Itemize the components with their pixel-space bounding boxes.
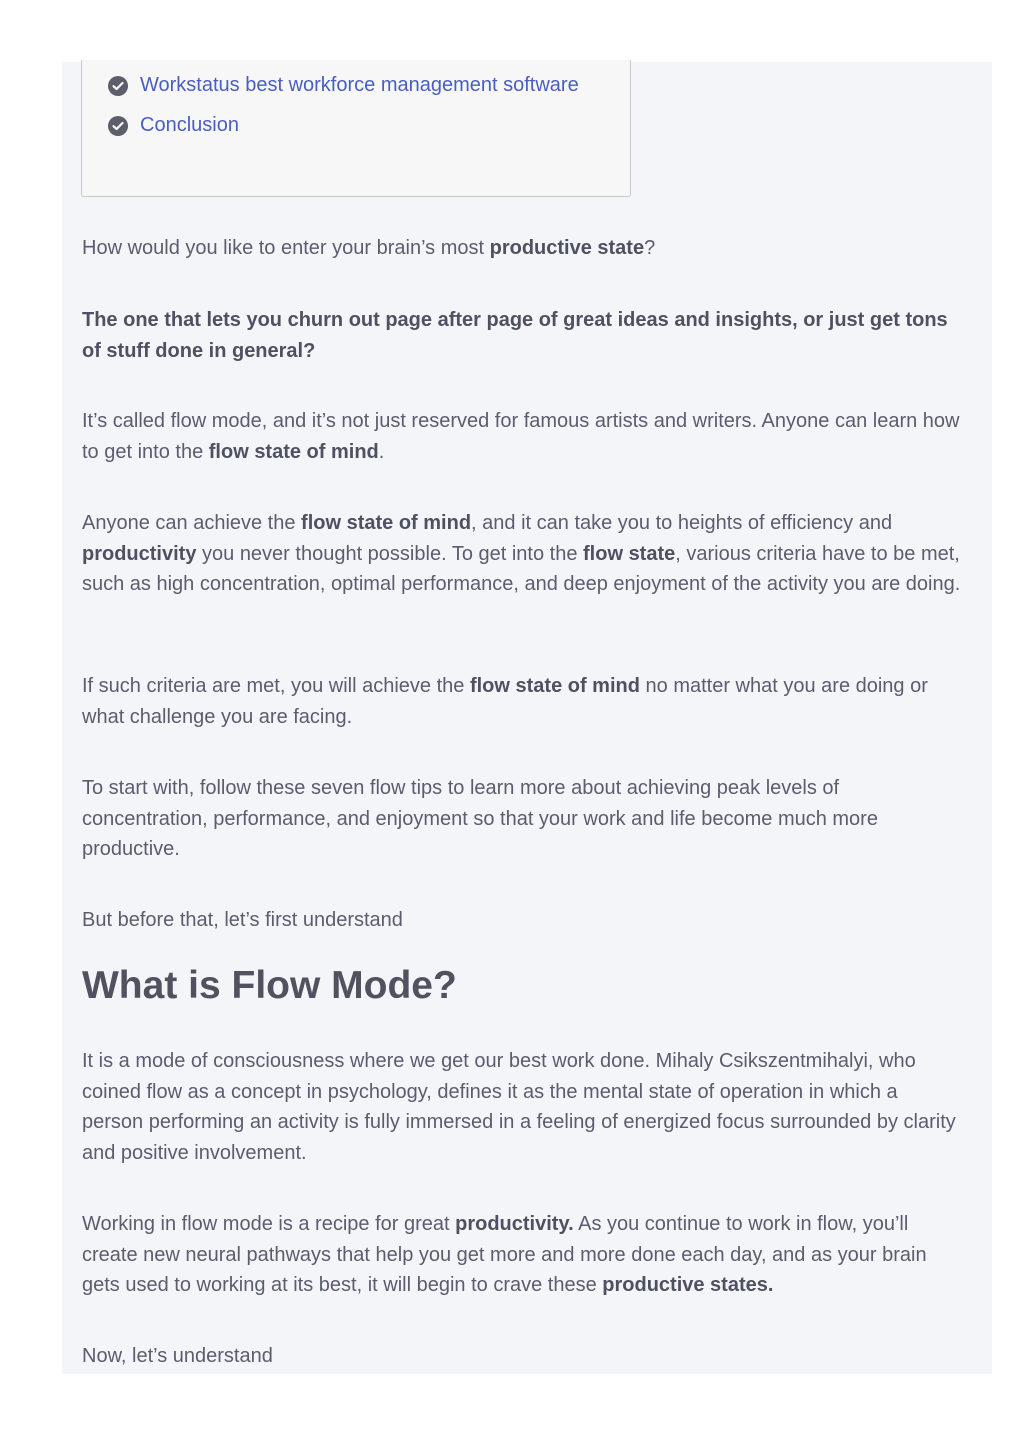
table-of-contents: [81, 60, 631, 197]
paragraph: Now, let’s understand: [82, 1345, 273, 1367]
check-circle-icon: [108, 76, 128, 96]
paragraph: If such criteria are met, you will achieve the flow state of mind no matter what you are doing or what challenge you are facing.: [82, 675, 928, 728]
section-heading: What is Flow Mode?: [82, 964, 457, 1007]
toc-link-conclusion[interactable]: [108, 114, 239, 137]
paragraph: Working in flow mode is a recipe for great productivity. As you continue to work in flow, you’ll create new neural pathways that help you get more and more done each day, and as your brain gets used to working at its best, it will begin to crave these productive states.: [82, 1213, 927, 1296]
paragraph: It’s called flow mode, and it’s not just reserved for famous artists and writers. Anyone can learn how to get into the flow state of mind.: [82, 410, 960, 463]
paragraph-bold: The one that lets you churn out page after page of great ideas and insights, or just get tons of stuff done in general?: [82, 309, 948, 362]
check-circle-icon: [108, 116, 128, 136]
paragraph: To start with, follow these seven flow tips to learn more about achieving peak levels of concentration, performance, and enjoyment so that your work and life become much more productive.: [82, 777, 878, 860]
paragraph: Anyone can achieve the flow state of mind, and it can take you to heights of efficiency and productivity you never thought possible. To get into the flow state, various criteria have to be met, such as high concentration, optimal performance, and deep enjoyment of the activity you are doing.: [82, 512, 961, 595]
paragraph: How would you like to enter your brain’s most productive state?: [82, 237, 656, 259]
paragraph: But before that, let’s first understand: [82, 909, 403, 931]
toc-link-workstatus[interactable]: [108, 74, 579, 97]
toc-link-label: Workstatus best workforce management software: [140, 74, 579, 96]
paragraph: It is a mode of consciousness where we get our best work done. Mihaly Csikszentmihalyi, who coined flow as a concept in psychology, defines it as the mental state of operation in which a person performing an activity is fully immersed in a feeling of energized focus surrounded by clarity and positive involvement.: [82, 1050, 956, 1164]
toc-link-label: Conclusion: [140, 114, 239, 136]
